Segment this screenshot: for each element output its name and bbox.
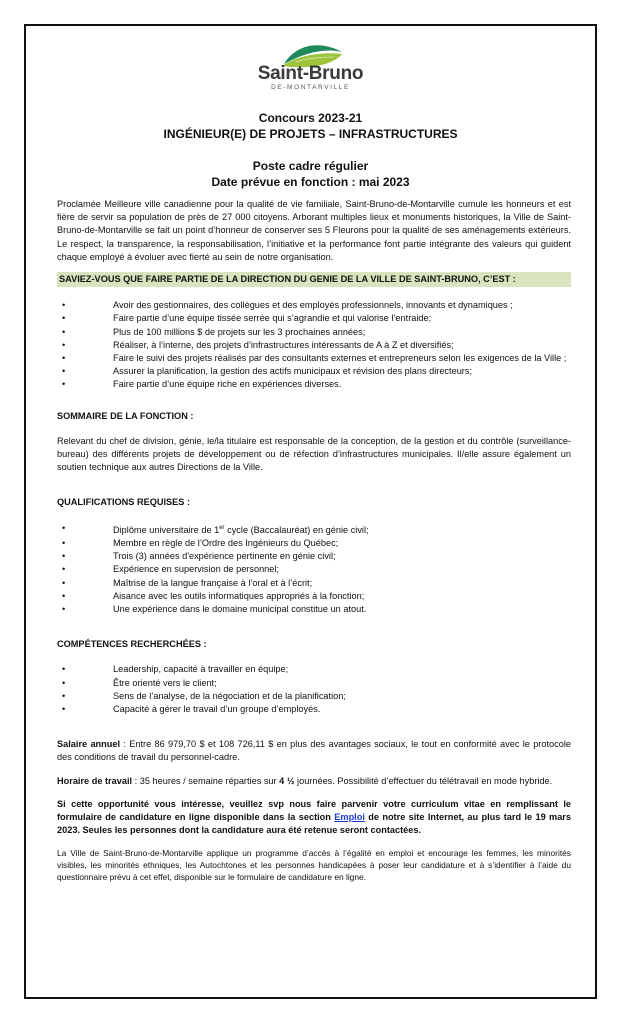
bullet-icon: • [62, 300, 66, 311]
list-item: • Faire partie d’une équipe riche en expériences diverses. [57, 378, 571, 391]
bullet-icon: • [62, 326, 66, 337]
document-body [57, 198, 571, 883]
list-item: • Membre en règle de l’Ordre des Ingénieurs du Québec; [57, 537, 571, 550]
list-item: • Leadership, capacité à travailler en équipe; [57, 663, 571, 676]
equity-paragraph: La Ville de Saint-Bruno-de-Montarville applique un programme d’accès à l’égalité en emploi et encourage les femmes, les minorités visibles, les minorités ethniques, les Autochtones et les personnes handicapées à poser leur candidature et à s’identifier à l’aide du questionnaire prévu à cet effet, disponible sur le formulaire de candidature en ligne. [57, 848, 571, 883]
city-logo [26, 38, 595, 108]
bullet-icon: • [62, 366, 66, 377]
bullet-icon: • [62, 690, 66, 701]
intro-paragraph: Proclamée Meilleure ville canadienne pour la qualité de vie familiale, Saint-Bruno-de-Montarville cumule les honneurs et est fière de servir sa population de près de 27 000 citoyens. Arborant multiples lieux et monuments historiques, la Ville de Saint-Bruno-de-Montarville se fait un point d’honneur de conserver ses 5 Fleurons pour la qualité de ses aménagements extérieurs. Le respect, la transparence, la responsabilisation, l’initiative et la performance font partie intégrante des valeurs qui guident chaque employé à évoluer avec fierté au sein de notre organisation. [57, 199, 571, 262]
salary-text: : Entre 86 979,70 $ et 108 726,11 $ en plus des avantages sociaux, le tout en conformité avec le protocole des conditions de travail du personnel-cadre. [57, 739, 571, 763]
list-item: • Faire le suivi des projets réalisés par des consultants externes et entrepreneurs selon les exigences de la Ville ; [57, 352, 571, 365]
list-item: • Faire partie d’une équipe tissée serrée qui s’agrandie et qui valorise l’entraide; [57, 312, 571, 325]
competences-heading: COMPÉTENCES RECHERCHÉES : [57, 639, 207, 650]
contest-number: Concours 2023-21 [258, 111, 363, 125]
bullet-icon: • [62, 537, 66, 548]
list-item: • Avoir des gestionnaires, des collègues et des employés professionnels, innovants et dynamiques ; [57, 299, 571, 312]
list-item: • Une expérience dans le domaine municipal constitue un atout. [57, 603, 571, 616]
list-item: • Assurer la planification, la gestion des actifs municipaux et révision des plans directeurs; [57, 365, 571, 378]
salary-label: Salaire annuel [57, 739, 121, 750]
start-date: Date prévue en fonction : mai 2023 [211, 175, 410, 189]
schedule-label: Horaire de travail [57, 775, 133, 786]
position-type: Poste cadre régulier [252, 159, 369, 173]
qualifications-list [57, 522, 571, 616]
list-item: • Plus de 100 millions $ de projets sur les 3 prochaines années; [57, 326, 571, 339]
bullet-icon: • [62, 551, 66, 562]
list-item: • Sens de l’analyse, de la négociation et de la planification; [57, 690, 571, 703]
job-title: INGÉNIEUR(E) DE PROJETS – INFRASTRUCTURES [163, 127, 458, 141]
salary-paragraph [57, 738, 571, 764]
list-item: • Trois (3) années d'expérience pertinente en génie civil; [57, 550, 571, 563]
sommaire-heading: SOMMAIRE DE LA FONCTION : [57, 410, 194, 421]
logo-name: Saint-Bruno [257, 63, 364, 84]
qualifications-heading: QUALIFICATIONS REQUISES : [57, 497, 191, 508]
list-item: • Maîtrise de la langue française à l’oral et à l’écrit; [57, 577, 571, 590]
list-item: • Diplôme universitaire de 1er cycle (Baccalauréat) en génie civil; [62, 522, 369, 535]
list-item: • Expérience en supervision de personnel; [57, 563, 571, 576]
emploi-link[interactable]: Emploi [334, 811, 365, 822]
bullet-icon: • [62, 564, 66, 575]
saviez-vous-heading: SAVIEZ-VOUS QUE FAIRE PARTIE DE LA DIRECTION DU GENIE DE LA VILLE DE SAINT-BRUNO, C’EST : [57, 272, 571, 287]
bullet-icon: • [62, 379, 66, 390]
bullet-icon: • [62, 353, 66, 364]
bullet-icon: • [62, 522, 66, 533]
saviez-vous-list [57, 299, 571, 391]
bullet-icon: • [62, 313, 66, 324]
page-frame [24, 24, 597, 999]
schedule-paragraph: Horaire de travail : 35 heures / semaine réparties sur 4 ½ journées. Possibilité d’effectuer du télétravail en mode hybride. [57, 775, 553, 786]
bullet-icon: • [62, 703, 66, 714]
bullet-icon: • [62, 603, 66, 614]
list-item: • Aisance avec les outils informatiques appropriés à la fonction; [57, 590, 571, 603]
logo-subname: DE-MONTARVILLE [271, 84, 350, 91]
bullet-icon: • [62, 677, 66, 688]
competences-list [57, 663, 571, 716]
bullet-icon: • [62, 664, 66, 675]
application-paragraph: Si cette opportunité vous intéresse, veuillez svp nous faire parvenir votre curriculum vitae en remplissant le formulaire de candidature en ligne disponible dans la section Emploi de notre site Internet, au plus tard le 19 mars 2023. Seules les personnes dont la candidature aura été retenue seront contactées. [57, 798, 571, 836]
list-item: • Être orienté vers le client; [57, 677, 571, 690]
list-item: • Capacité à gérer le travail d’un groupe d’employés. [57, 703, 571, 716]
bullet-icon: • [62, 577, 66, 588]
bullet-icon: • [62, 590, 66, 601]
bullet-icon: • [62, 339, 66, 350]
list-item: • Réaliser, à l’interne, des projets d’infrastructures intéressants de A à Z et diversifiés; [57, 339, 571, 352]
title-block [26, 110, 595, 190]
sommaire-text: Relevant du chef de division, génie, le/la titulaire est responsable de la conception, de la gestion et du contrôle (surveillance-bureau) des différents projets de développement ou de réfection d’infrastructures municipales. Il/elle assure également un soutien technique aux autres Directions de la Ville. [57, 435, 571, 473]
